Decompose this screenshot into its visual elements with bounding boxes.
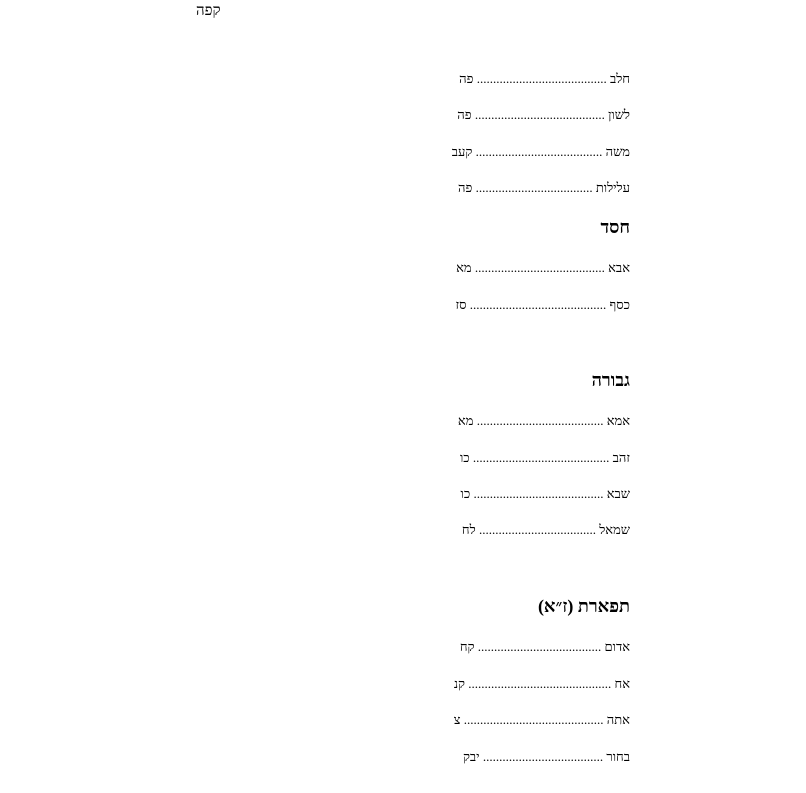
entry-page: פה <box>457 107 472 122</box>
entry-term: חלב <box>609 71 630 86</box>
entry-term: אתה <box>606 712 630 727</box>
entry-dots: ........................................ <box>476 71 607 86</box>
entry-dots: ........................................... <box>463 712 604 727</box>
index-entry <box>452 143 630 161</box>
entry-term: אבא <box>608 260 630 275</box>
entry-dots: ....................................... <box>475 144 603 159</box>
entry-dots: .................................... <box>475 180 593 195</box>
entry-page: קעב <box>451 144 473 159</box>
entry-term: עלילות <box>595 180 630 195</box>
index-entry <box>454 711 630 729</box>
entry-term: כסף <box>609 297 630 312</box>
index-entry <box>458 179 630 197</box>
entry-dots: .................................... <box>478 522 596 537</box>
top-word: קפה <box>196 3 221 19</box>
entry-dots: ............................................ <box>468 676 612 691</box>
entry-page: כו <box>460 486 471 501</box>
index-entry <box>459 70 630 88</box>
index-entry <box>458 412 630 430</box>
entry-dots: ..................................... <box>482 749 604 764</box>
entry-dots: ...................................... <box>477 639 602 654</box>
entry-page: יבק <box>462 749 480 764</box>
entry-term: אמא <box>606 413 630 428</box>
entry-page: קנ <box>453 676 465 691</box>
index-entry <box>456 259 630 277</box>
index-entry <box>457 106 630 124</box>
index-entry <box>460 449 630 467</box>
entry-page: לח <box>461 522 476 537</box>
entry-term: לשון <box>608 107 630 122</box>
entry-term: אח <box>614 676 630 691</box>
entry-term: זהב <box>612 450 630 465</box>
section-heading: גבורה <box>591 370 630 390</box>
index-entry <box>460 638 630 656</box>
section-heading: חסד <box>600 217 630 237</box>
section-heading: תפארת (ז״א) <box>537 596 630 616</box>
entry-term: שבא <box>606 486 630 501</box>
index-entry <box>463 748 630 766</box>
entry-term: אדום <box>604 639 630 654</box>
entry-page: קח <box>459 639 475 654</box>
entry-dots: .......................................... <box>469 297 607 312</box>
entry-dots: ........................................ <box>474 107 605 122</box>
entry-page: סז <box>455 297 467 312</box>
entry-page: פה <box>458 180 473 195</box>
entry-term: שמאל <box>599 522 630 537</box>
entry-page: מא <box>457 413 474 428</box>
entry-term: משה <box>605 144 630 159</box>
entry-page: מא <box>456 260 472 275</box>
entry-dots: ........................................ <box>473 486 604 501</box>
index-entry <box>462 521 630 539</box>
entry-dots: ........................................ <box>474 260 605 275</box>
entry-page: פה <box>459 71 474 86</box>
entry-dots: ....................................... <box>476 413 604 428</box>
entry-term: בחור <box>606 749 630 764</box>
entry-dots: .......................................... <box>472 450 610 465</box>
entry-page: צ <box>453 712 461 727</box>
index-entry <box>454 675 630 693</box>
index-entry <box>455 296 630 314</box>
entry-page: כו <box>459 450 470 465</box>
index-entry <box>461 485 630 503</box>
